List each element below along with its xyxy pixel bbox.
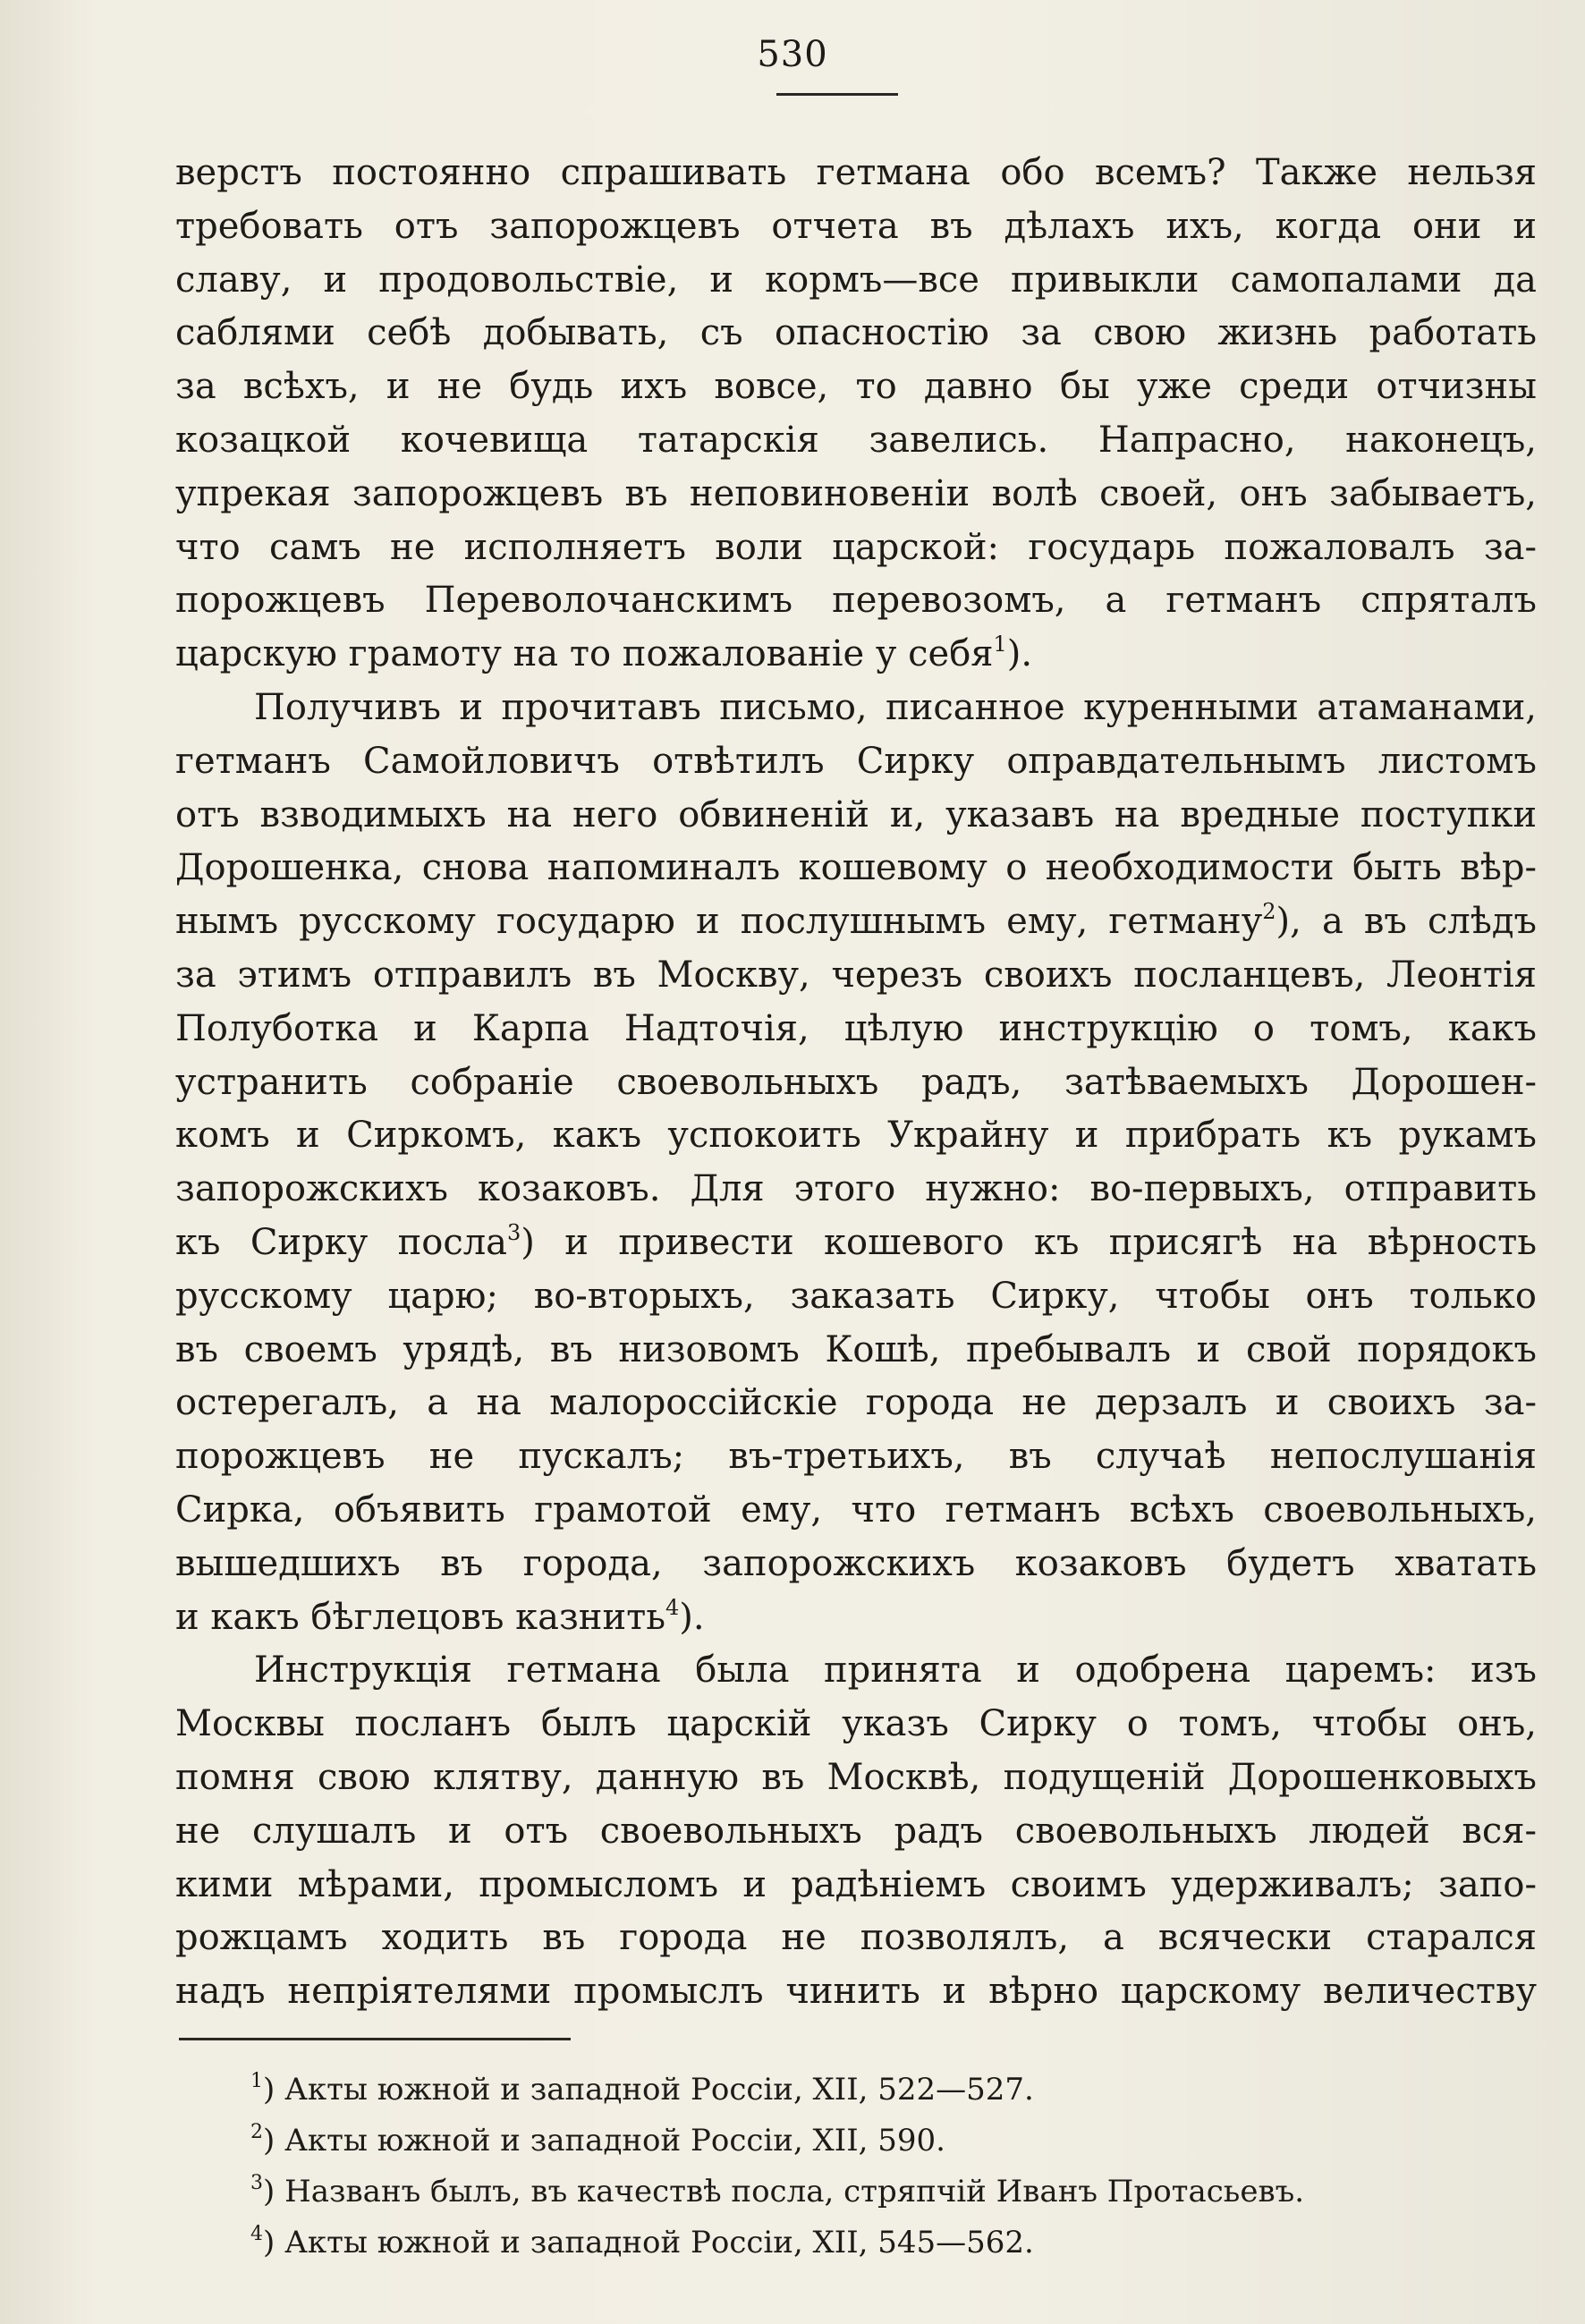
text-line-content: помня свою клятву, данную въ Москвѣ, подущеній Дорошенковыхъ	[175, 1756, 1537, 1798]
text-line	[175, 1591, 1537, 1645]
text-line-content: за всѣхъ, и не будь ихъ вовсе, то давно бы уже среди отчизны	[175, 366, 1537, 408]
footnote-mark: 1	[250, 2070, 263, 2092]
text-line	[175, 1430, 1537, 1484]
text-line-content: и какъ бѣглецовъ казнить	[175, 1596, 666, 1638]
text-line	[175, 522, 1537, 575]
text-line-content: Инструкція гетмана была принята и одобрена царемъ: изъ	[254, 1650, 1537, 1692]
body-text	[175, 147, 1537, 2019]
text-line	[175, 1912, 1537, 1965]
text-line-content: вышедшихъ въ города, запорожскихъ козаковъ будетъ хватать	[175, 1542, 1537, 1584]
text-line-content: порожцевъ не пускалъ; въ-третьихъ, въ случаѣ непослушанія	[175, 1436, 1537, 1478]
text-line-content: Получивъ и прочитавъ письмо, писанное куренными атаманами,	[254, 686, 1537, 728]
text-line	[175, 307, 1537, 360]
text-line-content: Москвы посланъ былъ царскій указъ Сирку о томъ, чтобы онъ,	[175, 1703, 1537, 1745]
text-line-content: отъ взводимыхъ на него обвиненій и, указавъ на вредные поступки	[175, 793, 1537, 835]
footnote	[250, 2065, 1503, 2116]
text-line-content: надъ непріятелями промыслъ чинить и вѣрно царскому величеству	[175, 1971, 1537, 2013]
text-line-content: кими мѣрами, промысломъ и радѣніемъ своимъ удерживалъ; запо-	[175, 1863, 1537, 1905]
text-line	[175, 1698, 1537, 1751]
text-line	[175, 1056, 1537, 1110]
text-line-content: остерегалъ, а на малороссійскіе города не дерзалъ и своихъ за-	[175, 1382, 1537, 1424]
text-line-content: къ Сирку посла	[175, 1221, 508, 1263]
footnote-text: ) Акты южной и западной Россіи, XII, 545—562.	[263, 2225, 1034, 2260]
text-line-content: что самъ не исполняетъ воли царской: государь пожаловалъ за-	[175, 526, 1537, 568]
text-line-content: въ своемъ урядѣ, въ низовомъ Кошѣ, пребывалъ и свой порядокъ	[175, 1328, 1537, 1370]
text-line	[175, 682, 1537, 735]
footnote	[250, 2116, 1503, 2167]
footnote-mark: 4	[250, 2223, 263, 2245]
text-line-tail: ).	[1006, 633, 1033, 675]
text-line	[175, 1751, 1537, 1805]
text-line	[175, 1965, 1537, 2019]
footnote-reference: 1	[993, 632, 1007, 657]
footnote-reference: 3	[507, 1219, 521, 1245]
text-line-content: Сирка, объявить грамотой ему, что гетманъ всѣхъ своевольныхъ,	[175, 1489, 1537, 1531]
text-line	[175, 1003, 1537, 1056]
text-line	[175, 949, 1537, 1003]
text-line	[175, 360, 1537, 414]
footnote-reference: 4	[665, 1594, 680, 1620]
text-line-content: козацкой кочевища татарскія завелись. Напрасно, наконецъ,	[175, 419, 1537, 461]
text-line	[175, 895, 1537, 949]
text-line	[175, 1270, 1537, 1324]
text-line-content: устранить собраніе своевольныхъ радъ, затѣваемыхъ Дорошен-	[175, 1061, 1537, 1103]
text-line	[175, 1644, 1537, 1698]
text-line	[175, 842, 1537, 895]
text-line	[175, 147, 1537, 200]
footnote-reference: 2	[1262, 899, 1276, 925]
text-line-content: Дорошенка, снова напоминалъ кошевому о необходимости быть вѣр-	[175, 847, 1537, 889]
text-line	[175, 200, 1537, 254]
text-line-content: русскому царю; во-вторыхъ, заказать Сирку, чтобы онъ только	[175, 1275, 1537, 1317]
page-number: 530	[757, 34, 828, 75]
footnote	[250, 2218, 1503, 2269]
text-line	[175, 1805, 1537, 1859]
text-line-tail: ), а въ слѣдъ	[1276, 901, 1537, 943]
text-line-content: Полуботка и Карпа Надточія, цѣлую инструкцію о томъ, какъ	[175, 1007, 1537, 1049]
text-line	[175, 1538, 1537, 1591]
text-line	[175, 414, 1537, 468]
text-line-content: комъ и Сиркомъ, какъ успокоить Украйну и прибрать къ рукамъ	[175, 1115, 1537, 1157]
text-line-content: славу, и продовольствіе, и кормъ—все привыкли самопалами да	[175, 259, 1537, 301]
text-line-content: порожцевъ Переволочанскимъ перевозомъ, а гетманъ спряталъ	[175, 580, 1537, 622]
text-line	[175, 1859, 1537, 1913]
footnote-text: ) Названъ былъ, въ качествѣ посла, стряпчій Иванъ Протасьевъ.	[263, 2174, 1305, 2209]
footnote-text: ) Акты южной и западной Россіи, XII, 522—527.	[263, 2072, 1034, 2108]
page-number-rule	[776, 93, 898, 96]
text-line-content: гетманъ Самойловичъ отвѣтилъ Сирку оправдательнымъ листомъ	[175, 740, 1537, 782]
text-line-content: саблями себѣ добывать, съ опасностію за свою жизнь работать	[175, 312, 1537, 354]
text-line-tail: ).	[679, 1596, 705, 1638]
text-line	[175, 254, 1537, 308]
text-line-content: царскую грамоту на то пожалованіе у себя	[175, 633, 994, 675]
text-line-tail: ) и привести кошевого къ присягѣ на вѣрность	[521, 1221, 1537, 1263]
text-line-content: верстъ постоянно спрашивать гетмана обо всемъ? Также нельзя	[175, 152, 1537, 193]
text-line-content: не слушалъ и отъ своевольныхъ радъ своевольныхъ людей вся-	[175, 1810, 1537, 1852]
text-line	[175, 735, 1537, 789]
text-line	[175, 1484, 1537, 1538]
text-line-content: требовать отъ запорожцевъ отчета въ дѣлахъ ихъ, когда они и	[175, 205, 1537, 247]
text-line-content: запорожскихъ козаковъ. Для этого нужно: во-первыхъ, отправить	[175, 1168, 1537, 1210]
footnote-divider	[179, 2038, 571, 2040]
text-line	[175, 1377, 1537, 1430]
text-line-content: упрекая запорожцевъ въ неповиновеніи волѣ своей, онъ забываетъ,	[175, 472, 1537, 514]
text-line-content: нымъ русскому государю и послушнымъ ему, гетману	[175, 901, 1263, 943]
text-line	[175, 468, 1537, 522]
text-line	[175, 1163, 1537, 1217]
text-line	[175, 789, 1537, 843]
text-line	[175, 1324, 1537, 1378]
text-line	[175, 628, 1537, 682]
footnote	[250, 2167, 1503, 2218]
text-line-content: за этимъ отправилъ въ Москву, черезъ своихъ посланцевъ, Леонтія	[175, 954, 1537, 996]
footnotes	[250, 2065, 1503, 2269]
footnote-mark: 3	[250, 2172, 263, 2194]
text-line	[175, 1217, 1537, 1270]
text-line-content: рожцамъ ходить въ города не позволялъ, а всячески старался	[175, 1917, 1537, 1959]
footnote-mark: 2	[250, 2121, 263, 2143]
text-line	[175, 1109, 1537, 1163]
text-line	[175, 574, 1537, 628]
footnote-text: ) Акты южной и западной Россіи, XII, 590.	[263, 2123, 945, 2159]
